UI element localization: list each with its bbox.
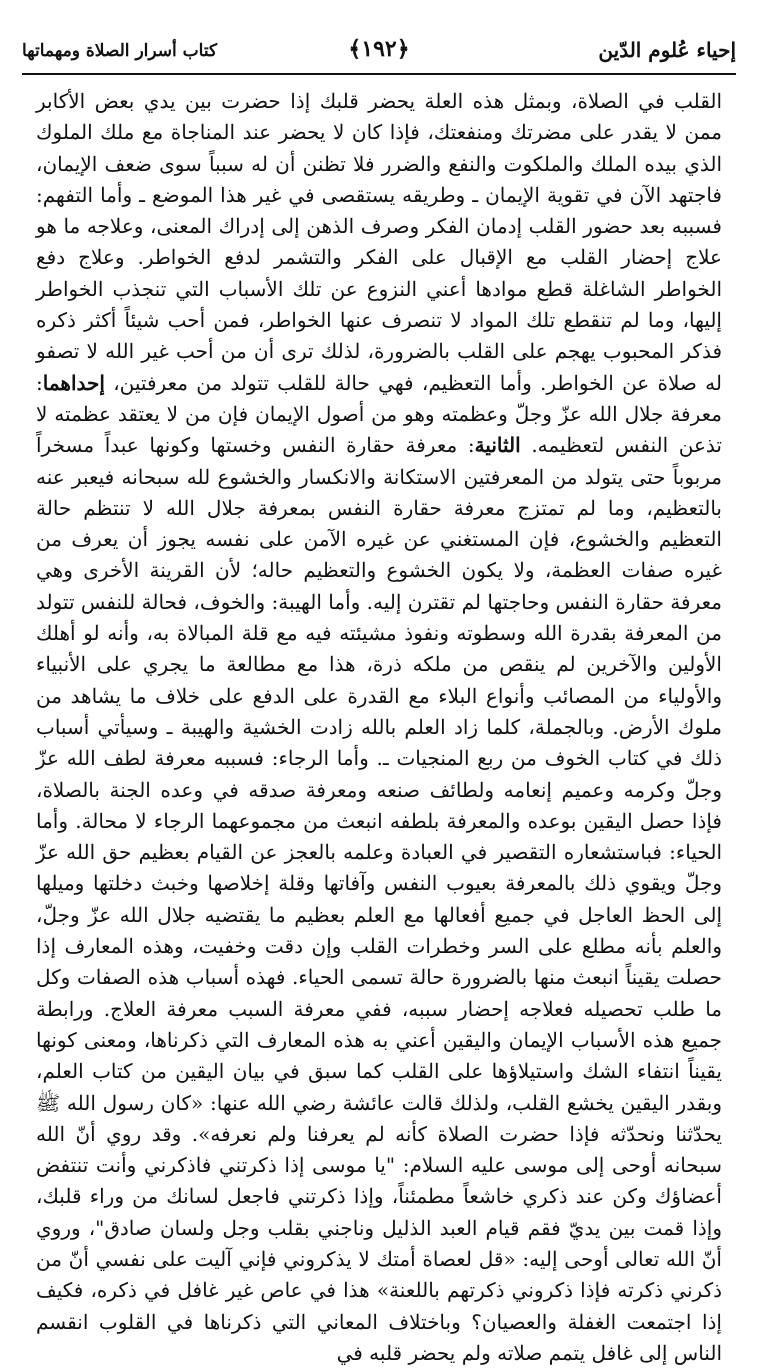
bold-term: إحداهما — [42, 370, 105, 395]
bold-term: الثانية — [474, 433, 521, 458]
page-number: ﴿١٩٢﴾ — [348, 36, 410, 62]
text-run: القلب في الصلاة، وبمثل هذه العلة يحضر قلبك إذا حضرت بين يدي بعض الأكابر ممن لا يقدر على مضرتك ومنفعتك، فإذا كان لا يحضر عند المناجاة مع ملك الملوك الذي بيده الملك والملكوت والنفع والضرر فلا تظنن أن له سبباً سوى ضعف الإيمان، فاجتهد الآن في تقوية الإيمان ـ وطريقه يستقصى في غير هذا الموضع ـ وأما التفهم: فسببه بعد حضور القلب إدمان الفكر وصرف الذهن إلى إدراك المعنى، وعلاجه ما هو علاج إحضار القلب مع الإقبال على الفكر والتشمر لدفع الخواطر. وعلاج دفع الخواطر الشاغلة قطع موادها أعني النزوع عن تلك الأسباب التي تنجذب الخواطر إليها، وما لم تنقطع تلك المواد لا تنصرف عنها الخواطر، فمن أحب شيئاً أكثر ذكره فذكر المحبوب يهجم على القلب بالضرورة، لذلك ترى أن من أحب غير الله لا تصفو له صلاة عن الخواطر. وأما التعظيم، فهي حالة للقلب تتولد من معرفتين، — [36, 89, 722, 395]
paragraph — [36, 86, 722, 1369]
page-header — [22, 36, 736, 70]
body-text — [36, 86, 722, 1365]
book-title: إحياء عُلوم الدّين — [598, 38, 736, 62]
text-run: : معرفة جلال الله عزّ وجلّ وعظمته وهو من أصول الإيمان فإن من لا يعتقد عظمته لا تذعن النفس لتعظيمه. — [36, 370, 722, 458]
text-run: : معرفة حقارة النفس وخستها وكونها عبداً مسخراً مربوباً حتى يتولد من المعرفتين الاستكانة والانكسار والخشوع لله سبحانه فيعبر عنه بالتعظيم، وما لم تمتزج معرفة حقارة النفس بمعرفة جلال الله لا تنتظم حالة التعظيم والخشوع، فإن المستغني عن غيره الآمن على نفسه يجوز أن يعرف من غيره صفات العظمة، ولا يكون الخشوع والتعظيم حاله؛ لأن القرينة الأخرى وهي معرفة حقارة النفس وحاجتها لم تقترن إليه. وأما الهيبة: والخوف، فحالة للنفس تتولد من المعرفة بقدرة الله وسطوته ونفوذ مشيئته فيه مع قلة المبالاة به، وأنه لو أهلك الأولين والآخرين لم ينقص من ملكه ذرة، هذا مع مطالعة ما يجري على الأنبياء والأولياء من المصائب وأنواع البلاء مع القدرة على الدفع على خلاف ما يشاهد من ملوك الأرض. وبالجملة، كلما زاد العلم بالله زادت الخشية والهيبة ـ وسيأتي أسباب ذلك في كتاب الخوف من ربع المنجيات ـ. وأما الرجاء: فسببه معرفة لطف الله عزّ وجلّ وكرمه وعميم إنعامه ولطائف صنعه ومعرفة صدقه في وعده الجنة بالصلاة، فإذا حصل اليقين بوعده والمعرفة بلطفه انبعث من مجموعهما الرجاء لا محالة. وأما الحياء: فباستشعاره التقصير في العبادة وعلمه بالعجز عن القيام بعظيم حق الله عزّ وجلّ ويقوي ذلك بالمعرفة بعيوب النفس وآفاتها وقلة إخلاصها وخبث دخلتها وميلها إلى الحظ العاجل في جميع أفعالها مع العلم بعظيم ما يقتضيه جلال الله عزّ وجلّ، والعلم بأنه مطلع على السر وخطرات القلب وإن دقت وخفيت، وهذه المعارف إذا حصلت يقيناً انبعث منها بالضرورة حالة تسمى الحياء. فهذه أسباب هذه الصفات وكل ما طلب تحصيله فعلاجه إحضار سببه، ففي معرفة السبب معرفة العلاج. ورابطة جميع هذه الأسباب الإيمان واليقين أعني به هذه المعارف التي ذكرناها، ومعنى كونها يقيناً انتفاء الشك واستيلاؤها على القلب كما سبق في بيان اليقين من كتاب العلم، وبقدر اليقين يخشع القلب، ولذلك قالت عائشة رضي الله عنها: «كان رسول الله ﷺ يحدّثنا ونحدّثه فإذا حضرت الصلاة كأنه لم يعرفنا ولم نعرفه». وقد روي أنّ الله سبحانه أوحى إلى موسى عليه السلام: "يا موسى إذا ذكرتني فاذكرني وأنت تنتفض أعضاؤك وكن عند ذكري خاشعاً مطمئناً، وإذا ذكرتني فاجعل لسانك من وراء قلبك، وإذا قمت بين يديّ فقم قيام العبد الذليل وناجني بقلب وجل ولسان صادق"، وروي أنّ الله تعالى أوحى إليه: «قل لعصاة أمتك لا يذكروني فإني آليت على نفسي أنّ من ذكرني ذكرته فإذا ذكروني ذكرتهم باللعنة» هذا في عاص غير غافل في ذكره، فكيف إذا اجتمعت الغفلة والعصيان؟ وباختلاف المعاني التي ذكرناها في القلوب انقسم الناس إلى غافل يتمم صلاته ولم يحضر قلبه في — [36, 433, 722, 1365]
header-rule — [22, 73, 736, 75]
chapter-title: كتاب أسرار الصلاة ومهماتها — [22, 41, 218, 61]
